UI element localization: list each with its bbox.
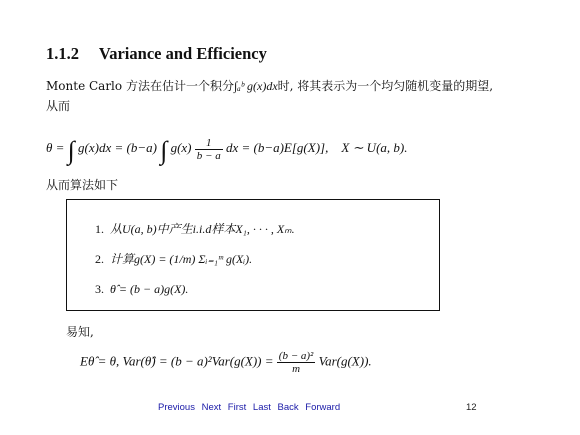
algorithm-box	[66, 199, 440, 311]
nav-forward-link[interactable]: Forward	[305, 402, 341, 413]
step-text: 计算g(X) = (1/m) Σᵢ₌₁ᵐ g(Xᵢ).	[110, 252, 253, 266]
step-text: 从U(a, b)中产生i.i.d样本X₁, · · · , Xₘ.	[110, 222, 295, 236]
intro-text2: 时, 将其表示为一个均匀随机变量的期望, 从而	[46, 79, 494, 113]
navigation-bar	[158, 402, 344, 413]
equation-theta	[46, 130, 506, 170]
eq2-frac-den: m	[292, 363, 301, 375]
eq2-frac-num: (b − a)²	[278, 350, 314, 362]
eq1-part1: g(x)dx = (b−a)	[78, 140, 157, 155]
section-title: Variance and Efficiency	[98, 44, 267, 63]
equation-theta-line	[46, 136, 407, 166]
algorithm-step-3	[95, 282, 188, 297]
eq2-right: Var(g(X)).	[318, 353, 372, 369]
algorithm-step-2	[95, 250, 252, 267]
eq1-fraction	[195, 137, 223, 162]
eq1-frac-num: 1	[195, 137, 223, 150]
equation-variance	[80, 350, 372, 375]
nav-back-link[interactable]: Back	[277, 402, 299, 413]
nav-first-link[interactable]: First	[227, 402, 247, 413]
integral-sign-1: ∫	[67, 136, 75, 165]
nav-previous-link[interactable]: Previous	[158, 402, 195, 413]
eq1-lhs: θ =	[46, 140, 65, 155]
nav-last-link[interactable]: Last	[252, 402, 271, 413]
page-number: 12	[466, 402, 477, 413]
step-index: 3.	[95, 282, 104, 296]
conclusion-label: 易知,	[66, 325, 94, 339]
integral-sign-2: ∫	[160, 136, 168, 165]
algorithm-step-1	[95, 220, 295, 237]
section-heading	[46, 44, 267, 64]
nav-next-link[interactable]: Next	[201, 402, 222, 413]
eq2-fraction	[277, 350, 316, 375]
intro-paragraph	[46, 76, 496, 116]
intro-lead: Monte Carlo	[46, 79, 123, 93]
eq1-part2: g(x)	[170, 140, 192, 155]
intro-integral: ∫ₐᵇ g(x)dx	[233, 79, 278, 93]
section-number: 1.1.2	[46, 44, 79, 63]
eq2-left: Eθ̂ = θ, Var(θ̂) = (b − a)²Var(g(X)) =	[80, 353, 274, 369]
step-index: 1.	[95, 222, 104, 236]
eq1-distribution: X ∼ U(a, b).	[341, 140, 408, 155]
eq1-part3: dx = (b−a)E[g(X)],	[225, 140, 329, 155]
algorithm-intro: 从而算法如下	[46, 178, 119, 192]
step-text: θ̂ = (b − a)g(X).	[110, 282, 189, 296]
step-index: 2.	[95, 252, 104, 266]
intro-text1: 方法在估计一个积分	[125, 79, 234, 93]
eq1-frac-den: b − a	[196, 149, 221, 162]
